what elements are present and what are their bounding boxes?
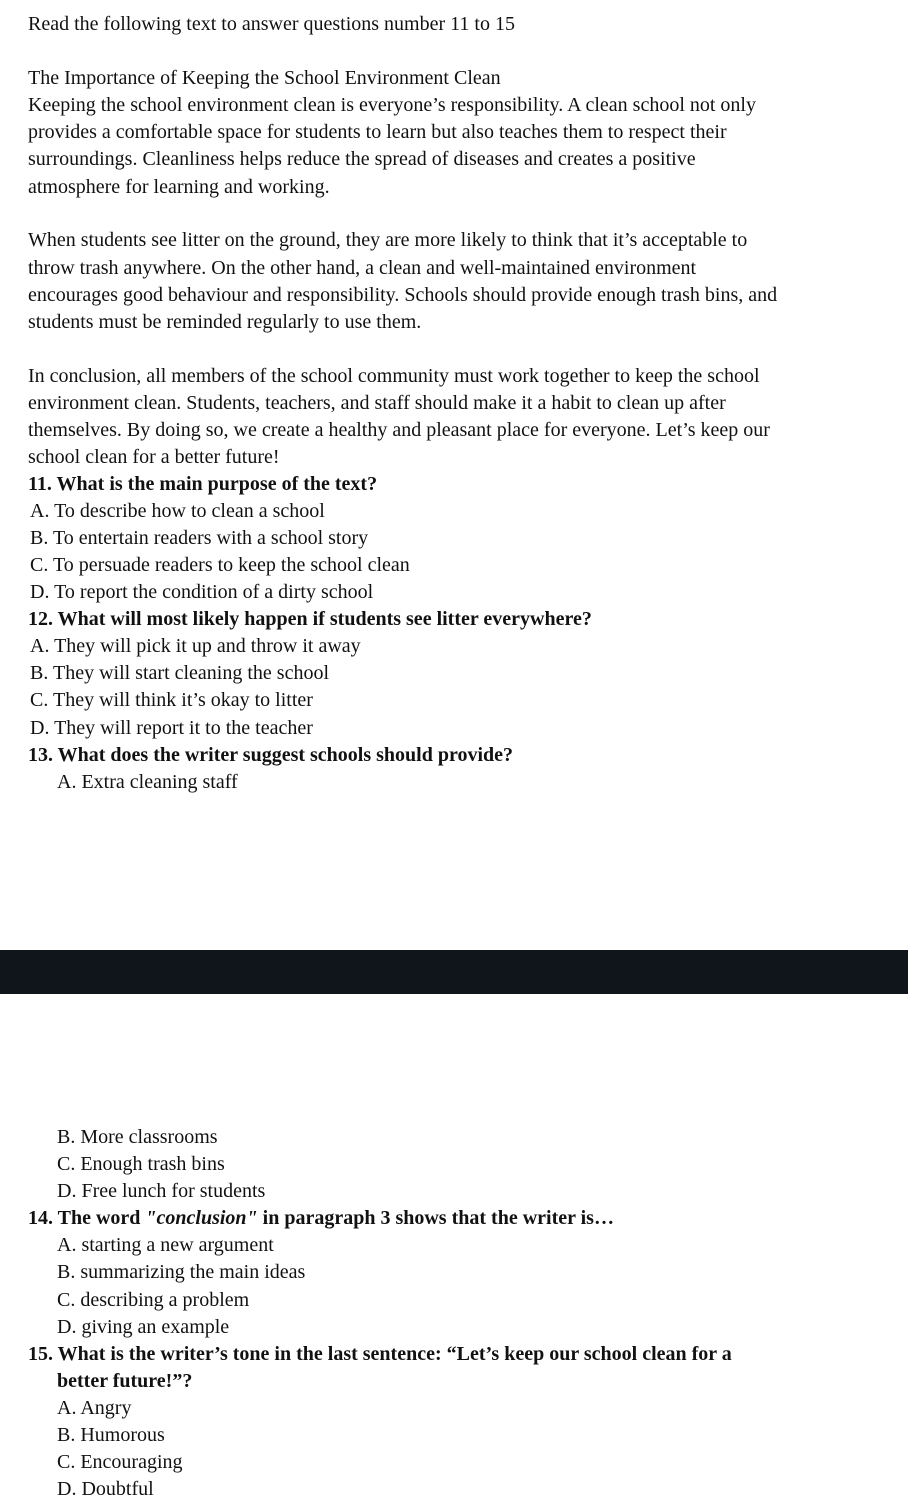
answer-option: A. Angry	[57, 1397, 132, 1419]
instruction: Read the following text to answer questions number 11 to 15	[28, 13, 515, 35]
redaction-bar	[0, 950, 908, 994]
paragraph-2-line: students must be reminded regularly to use them.	[28, 311, 422, 333]
question-text	[28, 1205, 614, 1232]
answer-option: D. Doubtful	[57, 1478, 154, 1500]
paragraph-2-line: encourages good behaviour and responsibility. Schools should provide enough trash bins, and	[28, 284, 778, 306]
answer-option: C. They will think it’s okay to litter	[30, 689, 313, 711]
paragraph-1-line: Keeping the school environment clean is everyone’s responsibility. A clean school not only	[28, 94, 756, 116]
question-text: 12. What will most likely happen if students see litter everywhere?	[28, 608, 592, 630]
paragraph-3-line: themselves. By doing so, we create a healthy and pleasant place for everyone. Let’s keep our	[28, 419, 770, 441]
paragraph-2-line: throw trash anywhere. On the other hand, a clean and well-maintained environment	[28, 257, 697, 279]
answer-option: D. They will report it to the teacher	[30, 717, 313, 739]
paragraph-3-line: school clean for a better future!	[28, 446, 280, 468]
paragraph-1-line: atmosphere for learning and working.	[28, 176, 330, 198]
paragraph-3-line: In conclusion, all members of the school community must work together to keep the school	[28, 365, 760, 387]
question-text: 13. What does the writer suggest schools should provide?	[28, 744, 514, 766]
question-prefix: 14. The word	[28, 1207, 146, 1229]
passage-title: The Importance of Keeping the School Environment Clean	[28, 67, 501, 89]
answer-option: C. Enough trash bins	[57, 1153, 225, 1175]
answer-option: A. To describe how to clean a school	[30, 500, 325, 522]
question-text: 15. What is the writer’s tone in the last sentence: “Let’s keep our school clean for a	[28, 1343, 732, 1365]
answer-option: D. To report the condition of a dirty school	[30, 581, 374, 603]
answer-option: D. Free lunch for students	[57, 1180, 266, 1202]
answer-option: B. They will start cleaning the school	[30, 662, 330, 684]
paragraph-1-line: surroundings. Cleanliness helps reduce the spread of diseases and creates a positive	[28, 148, 696, 170]
answer-option: A. They will pick it up and throw it away	[30, 635, 361, 657]
answer-option: B. summarizing the main ideas	[57, 1261, 306, 1283]
question-text: better future!”?	[57, 1370, 193, 1392]
quoted-term: "conclusion"	[145, 1207, 258, 1229]
answer-option: B. Humorous	[57, 1424, 165, 1446]
answer-option: A. Extra cleaning staff	[57, 771, 238, 793]
answer-option: C. describing a problem	[57, 1289, 250, 1311]
answer-option: B. To entertain readers with a school story	[30, 527, 369, 549]
paragraph-3-line: environment clean. Students, teachers, and staff should make it a habit to clean up after	[28, 392, 726, 414]
question-text: 11. What is the main purpose of the text?	[28, 473, 378, 495]
paragraph-2-line: When students see litter on the ground, they are more likely to think that it’s acceptable to	[28, 229, 748, 251]
answer-option: A. starting a new argument	[57, 1234, 274, 1256]
paragraph-1-line: provides a comfortable space for students to learn but also teaches them to respect their	[28, 121, 727, 143]
answer-option: C. To persuade readers to keep the school clean	[30, 554, 410, 576]
answer-option: D. giving an example	[57, 1316, 230, 1338]
question-suffix: in paragraph 3 shows that the writer is…	[257, 1207, 614, 1229]
answer-option: B. More classrooms	[57, 1126, 218, 1148]
answer-option: C. Encouraging	[57, 1451, 183, 1473]
